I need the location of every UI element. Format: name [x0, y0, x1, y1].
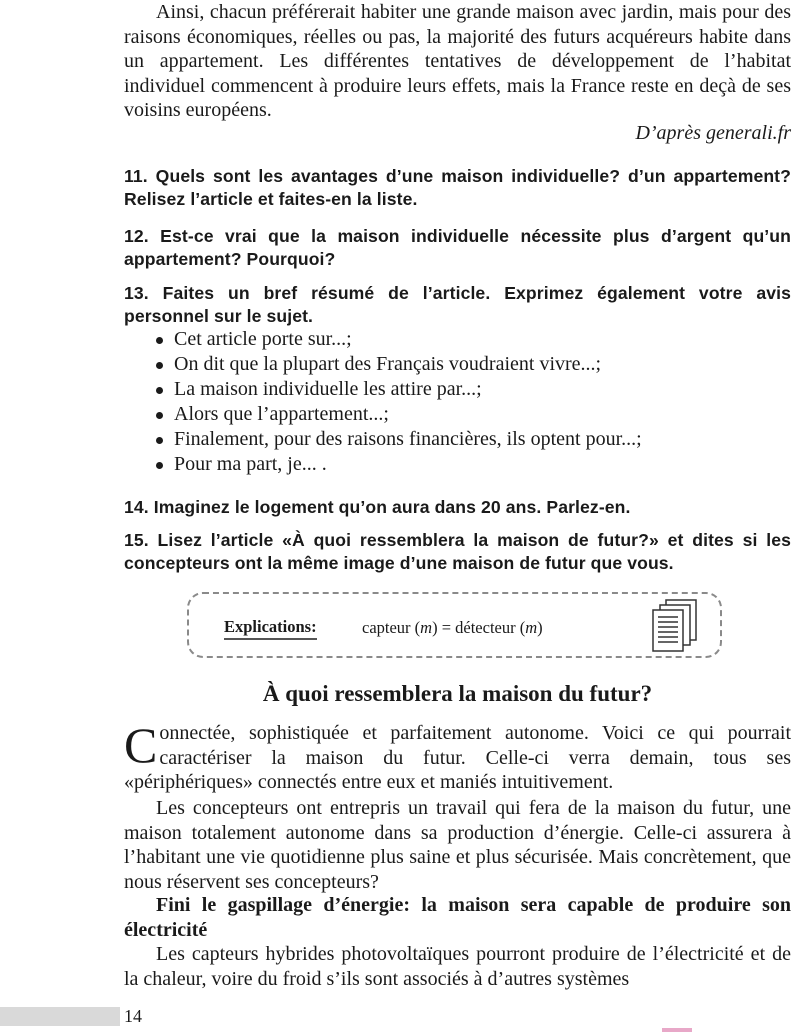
question-11: 11. Quels sont les avantages d’une maison individuelle? d’un appartement? Relisez l’article et faites-en la liste. — [124, 166, 791, 209]
list-item: Alors que l’appartement...; — [154, 402, 642, 427]
list-item: On dit que la plupart des Français voudraient vivre...; — [154, 352, 642, 377]
page-number: 14 — [124, 1006, 142, 1026]
source-attribution: D’après generali.fr — [635, 122, 791, 144]
documents-icon — [650, 598, 700, 654]
footer-bar — [0, 1007, 120, 1026]
question-14: 14. Imaginez le logement qu’on aura dans 20 ans. Parlez-en. — [124, 497, 631, 517]
explications-box — [187, 592, 722, 658]
list-item: Cet article porte sur...; — [154, 327, 642, 352]
intro-paragraph: Ainsi, chacun préférerait habiter une grande maison avec jardin, mais pour des raisons économiques, réelles ou pas, la majorité des futurs acquéreurs habite dans un appartement. Les différentes tentatives de développement de l’habitat individuel commencent à produire leurs effets, mais la France reste en deçà de ses voisins européens. — [124, 1, 791, 121]
question-15: 15. Lisez l’article «À quoi ressemblera la maison de futur?» et dites si les concepteurs ont la même image d’une maison de futur que vous. — [124, 530, 791, 573]
article-subheading: Fini le gaspillage d’énergie: la maison sera capable de produire son électricité — [124, 894, 791, 941]
list-item: Pour ma part, je... . — [154, 452, 642, 477]
drop-cap: C — [124, 717, 158, 773]
explications-label: Explications: — [224, 617, 317, 640]
article-paragraph-1: Connectée, sophistiquée et parfaitement autonome. Voici ce qui pourrait caractériser la maison du futur. Celle-ci verra demain, tous ses «périphériques» connectés entre eux et maniés intuitivement. — [124, 717, 791, 793]
q13-prompt-list — [154, 327, 642, 477]
article-title: À quoi ressemblera la maison du futur? — [262, 681, 653, 706]
list-item: La maison individuelle les attire par...; — [154, 377, 642, 402]
edge-marker — [662, 1028, 692, 1032]
article-paragraph-2: Les concepteurs ont entrepris un travail qui fera de la maison du futur, une maison totalement autonome dans sa production d’énergie. Celle-ci assurera à l’habitant une vie quotidienne plus saine et plus sécurisée. Mais concrètement, que nous réservent ses concepteurs? — [124, 797, 791, 893]
question-12: 12. Est-ce vrai que la maison individuelle nécessite plus d’argent qu’un appartement? Pourquoi? — [124, 226, 791, 269]
question-13: 13. Faites un bref résumé de l’article. Exprimez également votre avis personnel sur le sujet. — [124, 283, 791, 326]
list-item: Finalement, pour des raisons financières, ils optent pour...; — [154, 427, 642, 452]
article-paragraph-3: Les capteurs hybrides photovoltaïques pourront produire de l’électricité et de la chaleur, voire du froid s’ils sont associés à d’autres systèmes — [124, 943, 791, 990]
explications-definition: capteur (m) = détecteur (m) — [362, 618, 543, 637]
